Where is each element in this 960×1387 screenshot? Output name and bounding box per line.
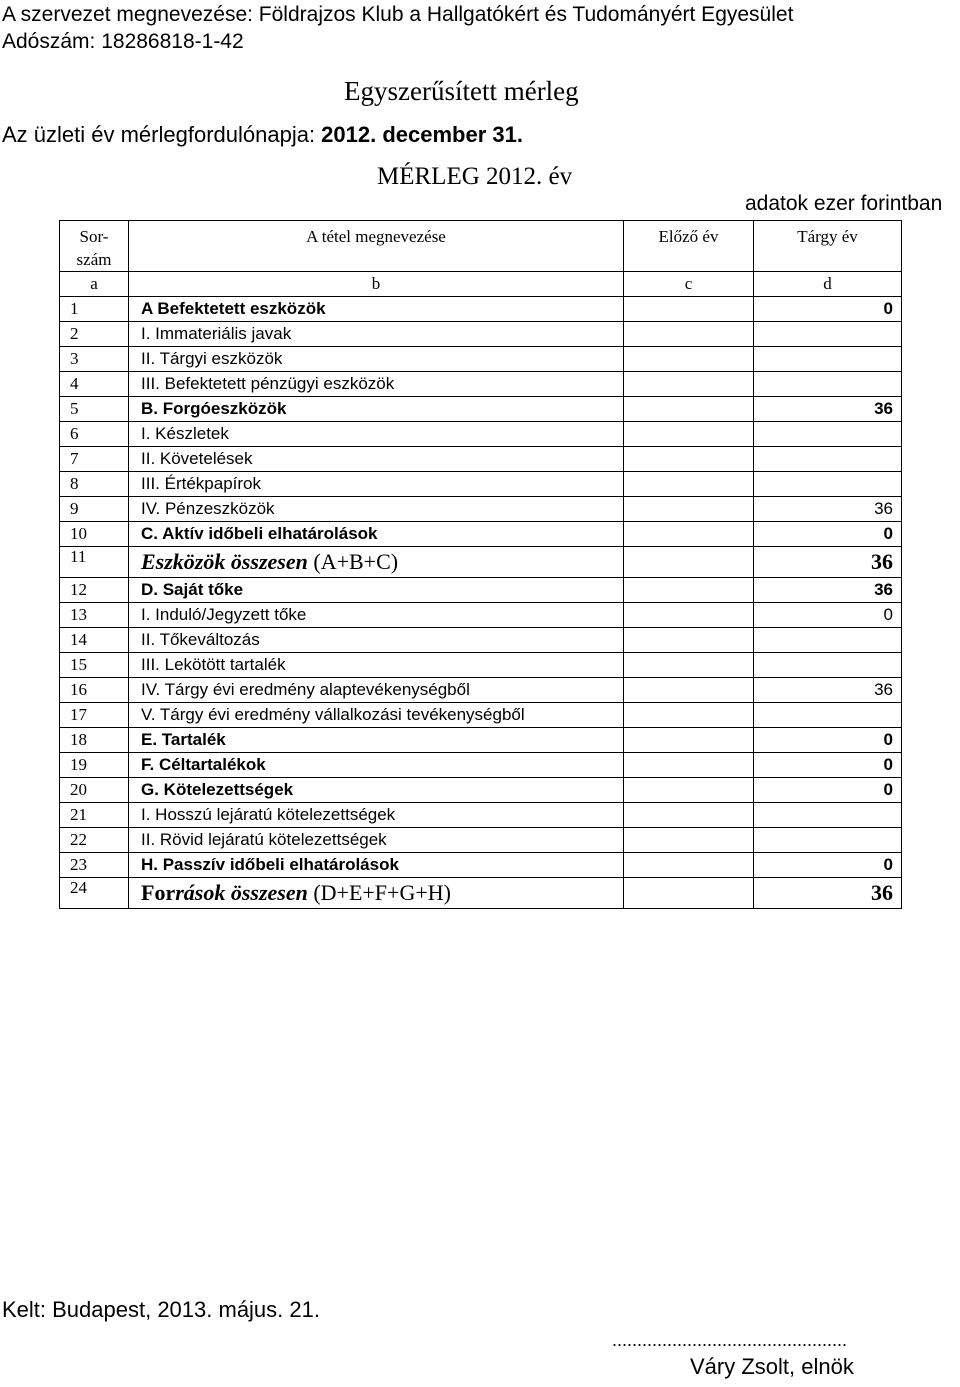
row-label <box>129 878 624 909</box>
row-label: III. Lekötött tartalék <box>129 653 624 678</box>
row-number: 14 <box>60 628 129 653</box>
row-label: H. Passzív időbeli elhatárolások <box>129 853 624 878</box>
row-previous-year-value <box>624 422 754 447</box>
signature-line: ............................................... <box>612 1330 848 1350</box>
row-label: V. Tárgy évi eredmény vállalkozási tevékenységből <box>129 703 624 728</box>
row-number: 1 <box>60 297 129 322</box>
row-label: III. Értékpapírok <box>129 472 624 497</box>
row-current-year-value: 0 <box>754 297 902 322</box>
organization-name: A szervezet megnevezése: Földrajzos Klub a Hallgatókért és Tudományért Egyesület <box>2 3 794 26</box>
table-row <box>60 878 902 909</box>
row-number: 22 <box>60 828 129 853</box>
row-number: 2 <box>60 322 129 347</box>
row-label: E. Tartalék <box>129 728 624 753</box>
table-row <box>60 397 902 422</box>
row-number: 7 <box>60 447 129 472</box>
row-previous-year-value <box>624 703 754 728</box>
row-previous-year-value <box>624 472 754 497</box>
row-current-year-value: 36 <box>754 497 902 522</box>
row-current-year-value <box>754 803 902 828</box>
row-label-italic: Eszközök összesen <box>141 549 308 574</box>
row-current-year-value: 36 <box>754 578 902 603</box>
row-number: 5 <box>60 397 129 422</box>
table-row <box>60 578 902 603</box>
table-row <box>60 728 902 753</box>
table-row <box>60 853 902 878</box>
header-current-year: Tárgy év <box>754 221 902 272</box>
row-previous-year-value <box>624 803 754 828</box>
header-row-number-line2: szám <box>76 250 112 269</box>
row-current-year-value <box>754 828 902 853</box>
row-current-year-value: 0 <box>754 753 902 778</box>
row-label: I. Induló/Jegyzett tőke <box>129 603 624 628</box>
header-row-number <box>60 221 129 272</box>
balance-date-label: Az üzleti év mérlegfordulónapja: <box>2 122 322 147</box>
table-row <box>60 753 902 778</box>
row-current-year-value <box>754 472 902 497</box>
row-previous-year-value <box>624 547 754 578</box>
row-label: II. Követelések <box>129 447 624 472</box>
row-label: I. Immateriális javak <box>129 322 624 347</box>
table-column-letters-row <box>60 272 902 297</box>
header-previous-year: Előző év <box>624 221 754 272</box>
row-current-year-value: 36 <box>754 678 902 703</box>
row-previous-year-value <box>624 853 754 878</box>
row-current-year-value <box>754 422 902 447</box>
row-previous-year-value <box>624 653 754 678</box>
column-letter-a: a <box>60 272 129 297</box>
table-header-row <box>60 221 902 272</box>
table-row <box>60 778 902 803</box>
row-label: D. Saját tőke <box>129 578 624 603</box>
row-label: III. Befektetett pénzügyi eszközök <box>129 372 624 397</box>
row-label: IV. Pénzeszközök <box>129 497 624 522</box>
column-letter-c: c <box>624 272 754 297</box>
row-number: 6 <box>60 422 129 447</box>
table-row <box>60 547 902 578</box>
table-row <box>60 603 902 628</box>
units-note: adatok ezer forintban <box>745 192 943 215</box>
row-current-year-value: 0 <box>754 853 902 878</box>
row-number: 9 <box>60 497 129 522</box>
row-previous-year-value <box>624 347 754 372</box>
table-row <box>60 828 902 853</box>
row-previous-year-value <box>624 447 754 472</box>
row-number: 12 <box>60 578 129 603</box>
balance-table-body <box>60 221 902 909</box>
row-previous-year-value <box>624 828 754 853</box>
row-label: II. Rövid lejáratú kötelezettségek <box>129 828 624 853</box>
row-number: 24 <box>60 878 129 909</box>
table-row <box>60 522 902 547</box>
row-number: 23 <box>60 853 129 878</box>
row-number: 13 <box>60 603 129 628</box>
row-number: 17 <box>60 703 129 728</box>
balance-heading: MÉRLEG 2012. év <box>377 163 573 190</box>
header-row-number-line1: Sor- <box>79 227 109 246</box>
row-number: 15 <box>60 653 129 678</box>
table-row <box>60 703 902 728</box>
row-previous-year-value <box>624 372 754 397</box>
table-row <box>60 628 902 653</box>
row-number: 21 <box>60 803 129 828</box>
row-previous-year-value <box>624 778 754 803</box>
row-current-year-value: 0 <box>754 603 902 628</box>
balance-table <box>59 220 902 909</box>
row-current-year-value: 36 <box>754 397 902 422</box>
row-previous-year-value <box>624 628 754 653</box>
row-label: B. Forgóeszközök <box>129 397 624 422</box>
row-current-year-value <box>754 447 902 472</box>
table-row <box>60 678 902 703</box>
row-current-year-value <box>754 347 902 372</box>
row-previous-year-value <box>624 753 754 778</box>
document-title: Egyszerűsített mérleg <box>344 76 579 106</box>
row-previous-year-value <box>624 297 754 322</box>
row-number: 11 <box>60 547 129 578</box>
column-letter-d: d <box>754 272 902 297</box>
signer-name: Váry Zsolt, elnök <box>690 1354 854 1379</box>
balance-date-line <box>2 122 523 148</box>
column-letter-b: b <box>129 272 624 297</box>
row-label-rest: (D+E+F+G+H) <box>307 880 451 905</box>
table-row <box>60 347 902 372</box>
table-row <box>60 472 902 497</box>
table-row <box>60 447 902 472</box>
row-previous-year-value <box>624 603 754 628</box>
table-row <box>60 422 902 447</box>
row-previous-year-value <box>624 397 754 422</box>
row-number: 19 <box>60 753 129 778</box>
table-row <box>60 653 902 678</box>
table-row <box>60 372 902 397</box>
row-current-year-value: 0 <box>754 778 902 803</box>
place-and-date: Kelt: Budapest, 2013. május. 21. <box>2 1297 320 1322</box>
header-item-name: A tétel megnevezése <box>129 221 624 272</box>
row-number: 8 <box>60 472 129 497</box>
row-current-year-value <box>754 322 902 347</box>
row-previous-year-value <box>624 728 754 753</box>
row-previous-year-value <box>624 678 754 703</box>
row-previous-year-value <box>624 322 754 347</box>
table-row <box>60 322 902 347</box>
row-label: I. Hosszú lejáratú kötelezettségek <box>129 803 624 828</box>
row-number: 4 <box>60 372 129 397</box>
table-row <box>60 297 902 322</box>
row-previous-year-value <box>624 878 754 909</box>
row-number: 16 <box>60 678 129 703</box>
row-current-year-value <box>754 372 902 397</box>
row-number: 3 <box>60 347 129 372</box>
row-previous-year-value <box>624 497 754 522</box>
row-label: G. Kötelezettségek <box>129 778 624 803</box>
row-label-start: For <box>141 880 176 905</box>
row-label: IV. Tárgy évi eredmény alaptevékenységből <box>129 678 624 703</box>
row-label: C. Aktív időbeli elhatárolások <box>129 522 624 547</box>
row-label: F. Céltartalékok <box>129 753 624 778</box>
row-label: II. Tárgyi eszközök <box>129 347 624 372</box>
table-row <box>60 497 902 522</box>
row-current-year-value: 0 <box>754 522 902 547</box>
balance-date-value: 2012. december 31. <box>321 122 523 147</box>
row-label-rest: (A+B+C) <box>307 549 399 574</box>
row-current-year-value: 36 <box>754 547 902 578</box>
row-number: 10 <box>60 522 129 547</box>
table-row <box>60 803 902 828</box>
row-previous-year-value <box>624 578 754 603</box>
row-current-year-value <box>754 628 902 653</box>
row-current-year-value <box>754 703 902 728</box>
row-current-year-value <box>754 653 902 678</box>
row-current-year-value: 36 <box>754 878 902 909</box>
row-label: I. Készletek <box>129 422 624 447</box>
row-label: II. Tőkeváltozás <box>129 628 624 653</box>
row-previous-year-value <box>624 522 754 547</box>
row-number: 18 <box>60 728 129 753</box>
row-label <box>129 547 624 578</box>
row-label-italic: rások összesen <box>175 880 308 905</box>
tax-id: Adószám: 18286818-1-42 <box>2 30 244 53</box>
row-number: 20 <box>60 778 129 803</box>
row-label: A Befektetett eszközök <box>129 297 624 322</box>
row-current-year-value: 0 <box>754 728 902 753</box>
